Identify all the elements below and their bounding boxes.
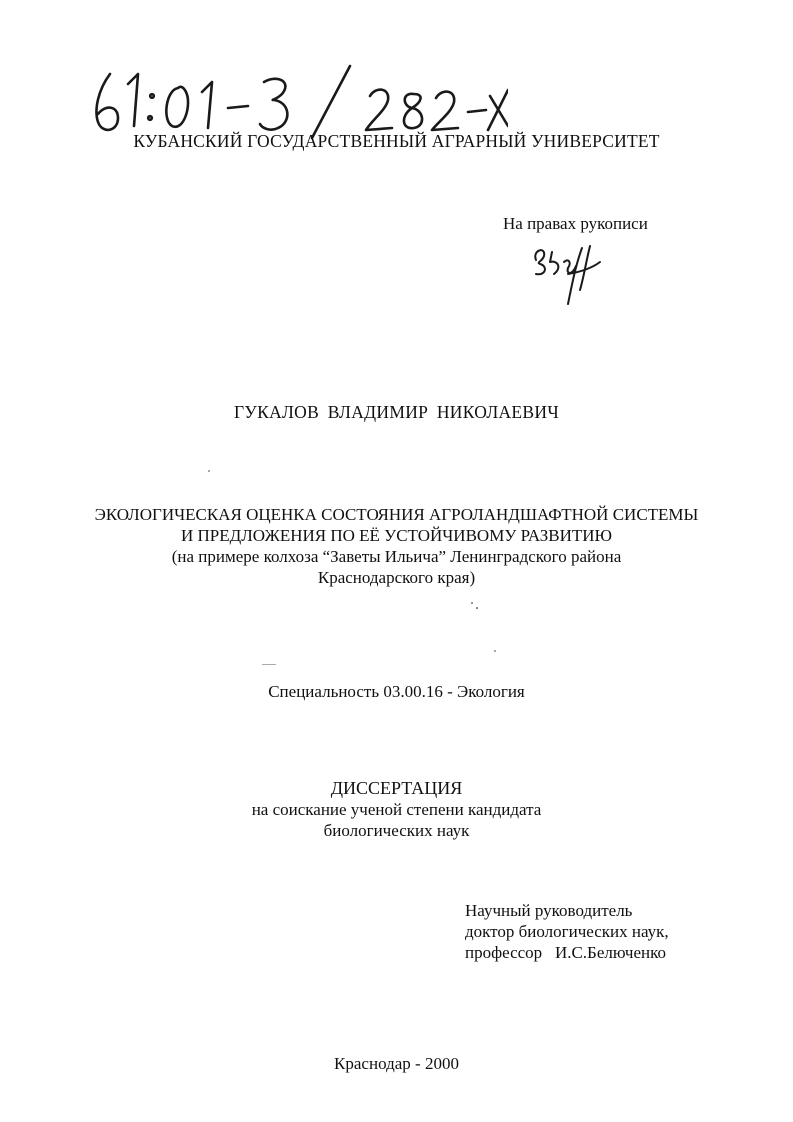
title-line-4: Краснодарского края) bbox=[317, 568, 476, 587]
city-year: Краснодар - 2000 bbox=[334, 1054, 459, 1073]
supervisor-name: И.С.Белюченко bbox=[554, 943, 666, 962]
scan-speck bbox=[208, 470, 210, 472]
supervisor-line-3 bbox=[465, 942, 669, 963]
scan-speck bbox=[476, 607, 478, 609]
specialty: Специальность 03.00.16 - Экология bbox=[268, 682, 525, 701]
supervisor-title: профессор bbox=[465, 943, 543, 962]
supervisor-block bbox=[465, 900, 669, 963]
handwritten-archive-code bbox=[88, 60, 508, 140]
title-line-3: (на примере колхоза “Заветы Ильича” Ленинградского района bbox=[171, 547, 622, 566]
supervisor-line-2: доктор биологических наук, bbox=[465, 922, 669, 941]
scan-speck bbox=[262, 664, 276, 665]
manuscript-note: На правах рукописи bbox=[503, 214, 648, 233]
title-line-2: И ПРЕДЛОЖЕНИЯ ПО ЕЁ УСТОЙЧИВОМУ РАЗВИТИЮ bbox=[180, 526, 613, 545]
title-line-1: ЭКОЛОГИЧЕСКАЯ ОЦЕНКА СОСТОЯНИЯ АГРОЛАНДШАФТНОЙ СИСТЕМЫ bbox=[94, 505, 699, 524]
author-name: ГУКАЛОВ ВЛАДИМИР НИКОЛАЕВИЧ bbox=[233, 402, 560, 422]
degree-line-1: на соискание ученой степени кандидата bbox=[251, 800, 542, 819]
dissertation-title bbox=[0, 504, 793, 588]
supervisor-line-1: Научный руководитель bbox=[465, 901, 633, 920]
dissertation-heading: ДИССЕРТАЦИЯ bbox=[330, 778, 463, 798]
degree-line-2: биологических наук bbox=[323, 821, 470, 840]
dissertation-block bbox=[0, 778, 793, 841]
scan-speck bbox=[471, 602, 473, 604]
scan-speck bbox=[494, 650, 496, 652]
university-name: КУБАНСКИЙ ГОСУДАРСТВЕННЫЙ АГРАРНЫЙ УНИВЕРСИТЕТ bbox=[133, 131, 660, 151]
signature bbox=[528, 240, 608, 310]
